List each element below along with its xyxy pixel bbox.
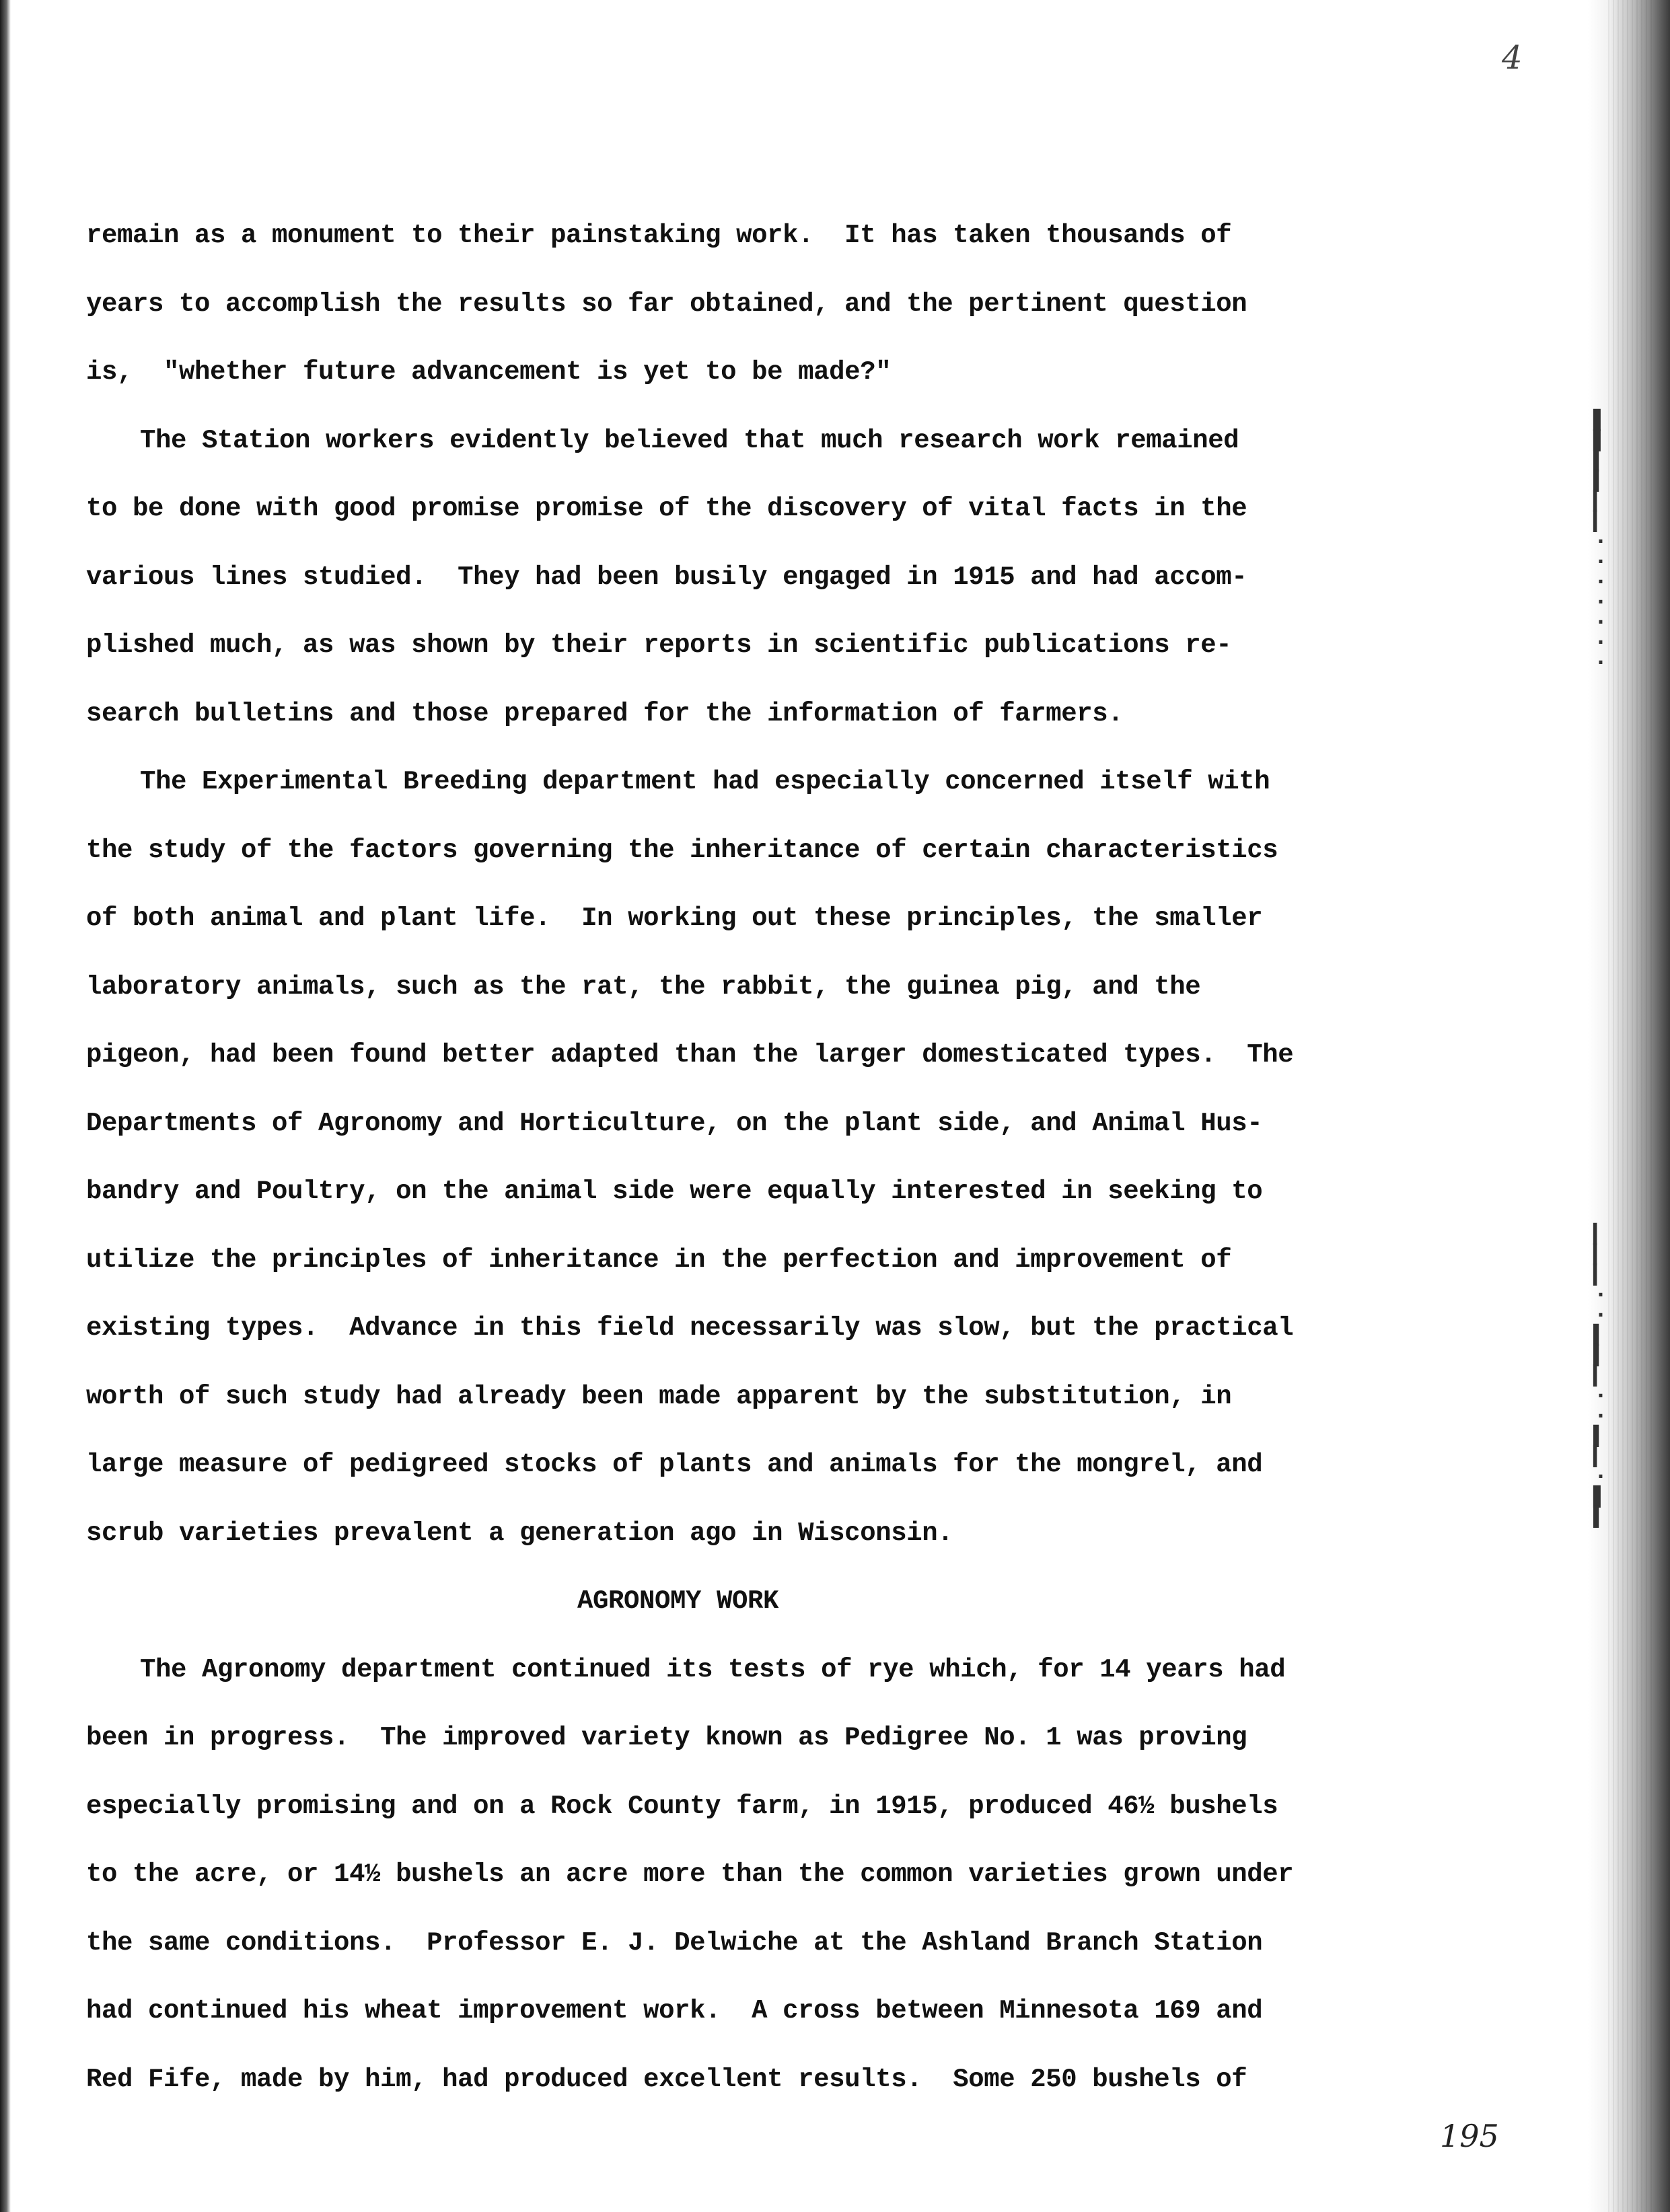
text-line: of both animal and plant life. In working out these principles, the smaller [86,904,1263,933]
page-number: 195 [1440,2118,1499,2154]
text-line: is, "whether future advancement is yet to be made?" [86,357,892,387]
text-line: Departments of Agronomy and Horticulture, on the plant side, and Animal Hus- [86,1108,1263,1138]
text-line: The Experimental Breeding department had especially concerned itself with [140,767,1270,797]
text-line: especially promising and on a Rock County farm, in 1915, produced 46½ bushels [86,1791,1278,1821]
text-line: various lines studied. They had been busily engaged in 1915 and had accom- [86,562,1247,592]
page-left-shadow [0,0,11,2212]
text-line: existing types. Advance in this field necessarily was slow, but the practical [86,1313,1294,1343]
text-line: been in progress. The improved variety known as Pedigree No. 1 was proving [86,1723,1247,1753]
text-line: worth of such study had already been made apparent by the substitution, in [86,1381,1232,1411]
text-line: Red Fife, made by him, had produced excellent results. Some 250 bushels of [86,2064,1247,2094]
text-line: remain as a monument to their painstaking work. It has taken thousands of [86,221,1232,250]
text-line: The Station workers evidently believed that much research work remained [140,425,1239,455]
text-line: scrub varieties prevalent a generation ago in Wisconsin. [86,1518,953,1548]
text-line: pigeon, had been found better adapted than the larger domesticated types. The [86,1040,1294,1070]
text-line: laboratory animals, such as the rat, the rabbit, the guinea pig, and the [86,971,1201,1002]
text-line: years to accomplish the results so far obtained, and the pertinent question [86,289,1247,319]
margin-ink-marks-upper: ▌ ▌ ▍ ▍ ▎ ▎ · · · · · · · [1593,409,1608,673]
text-line: large measure of pedigreed stocks of plants and animals for the mongrel, and [86,1450,1263,1479]
text-line: to the acre, or 14½ bushels an acre more than the common varieties grown under [86,1859,1294,1889]
book-page-edge [1588,0,1670,2212]
text-line: the study of the factors governing the inheritance of certain characteristics [86,835,1278,865]
section-heading: AGRONOMY WORK [577,1586,779,1616]
text-line: the same conditions. Professor E. J. Delwiche at the Ashland Branch Station [86,1927,1263,1958]
page-edge-lines [1608,0,1655,2212]
text-line: The Agronomy department continued its tests of rye which, for 14 years had [140,1654,1286,1685]
document-body [86,202,1432,2114]
text-line: search bulletins and those prepared for the information of farmers. [86,698,1124,729]
text-line: bandry and Poultry, on the animal side were equally interested in seeking to [86,1177,1263,1206]
text-line: had continued his wheat improvement work. A cross between Minnesota 169 and [86,1996,1263,2026]
text-line: utilize the principles of inheritance in the perfection and improvement of [86,1245,1232,1275]
text-line: plished much, as was shown by their reports in scientific publications re- [86,630,1232,660]
corner-page-mark: 4 [1502,39,1523,77]
margin-ink-marks-lower: ▎ ▎ ▎ · · ▍ ▍ ▎ · · ▍ ▎ · ▌ ▍ [1593,1223,1608,1528]
text-line: to be done with good promise promise of the discovery of vital facts in the [86,494,1247,523]
